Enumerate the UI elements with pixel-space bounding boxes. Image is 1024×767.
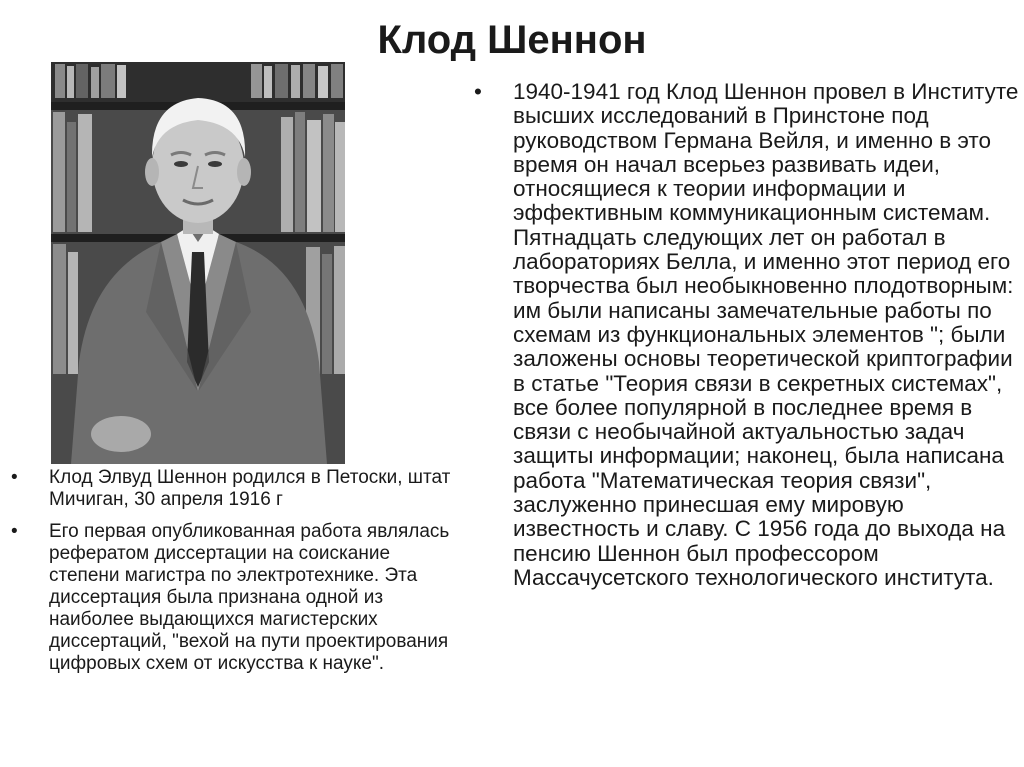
bullet-dot: • xyxy=(11,467,18,488)
slide-title: Клод Шеннон xyxy=(377,18,647,62)
list-item xyxy=(5,521,453,675)
right-bullet-list xyxy=(470,80,1020,590)
bullet-dot: • xyxy=(474,79,482,104)
list-item xyxy=(470,80,1020,590)
portrait-photo xyxy=(51,62,345,464)
list-item xyxy=(5,467,453,511)
bullet-text: Его первая опубликованная работа являлась рефератом диссертации на соискание степени магистра по электротехнике. Эта диссертация была признана одной из наиболее выдающихся магистерских диссертаций, "вехой на пути проектирования цифровых схем от искусства к науке". xyxy=(49,521,450,674)
bullet-text: 1940-1941 год Клод Шеннон провел в Институте высших исследований в Принстоне под руководством Германа Вейля, и именно в это время он начал всерьез развивать идеи, относящиеся к теории информации и эффективным коммуникационным системам. Пятнадцать следующих лет он работал в лабораториях Белла, и именно этот период его творчества был необыкновенно плодотворным: им были написаны замечательные работы по схемам из функциональных элементов "; были заложены основы теоретической криптографии в статье "Теория связи в секретных системах", все более популярной в последнее время в связи с необычайной актуальностью задач защиты информации; наконец, была написана работа "Математическая теория связи", заслуженно принесшая ему мировую известность и славу. С 1956 года до выхода на пенсию Шеннон был профессором Массачусетского технологического института. xyxy=(513,79,1019,590)
left-bullet-list xyxy=(5,467,453,685)
bullet-text: Клод Элвуд Шеннон родился в Петоски, штат Мичиган, 30 апреля 1916 г xyxy=(49,467,451,510)
bullet-dot: • xyxy=(11,521,18,542)
